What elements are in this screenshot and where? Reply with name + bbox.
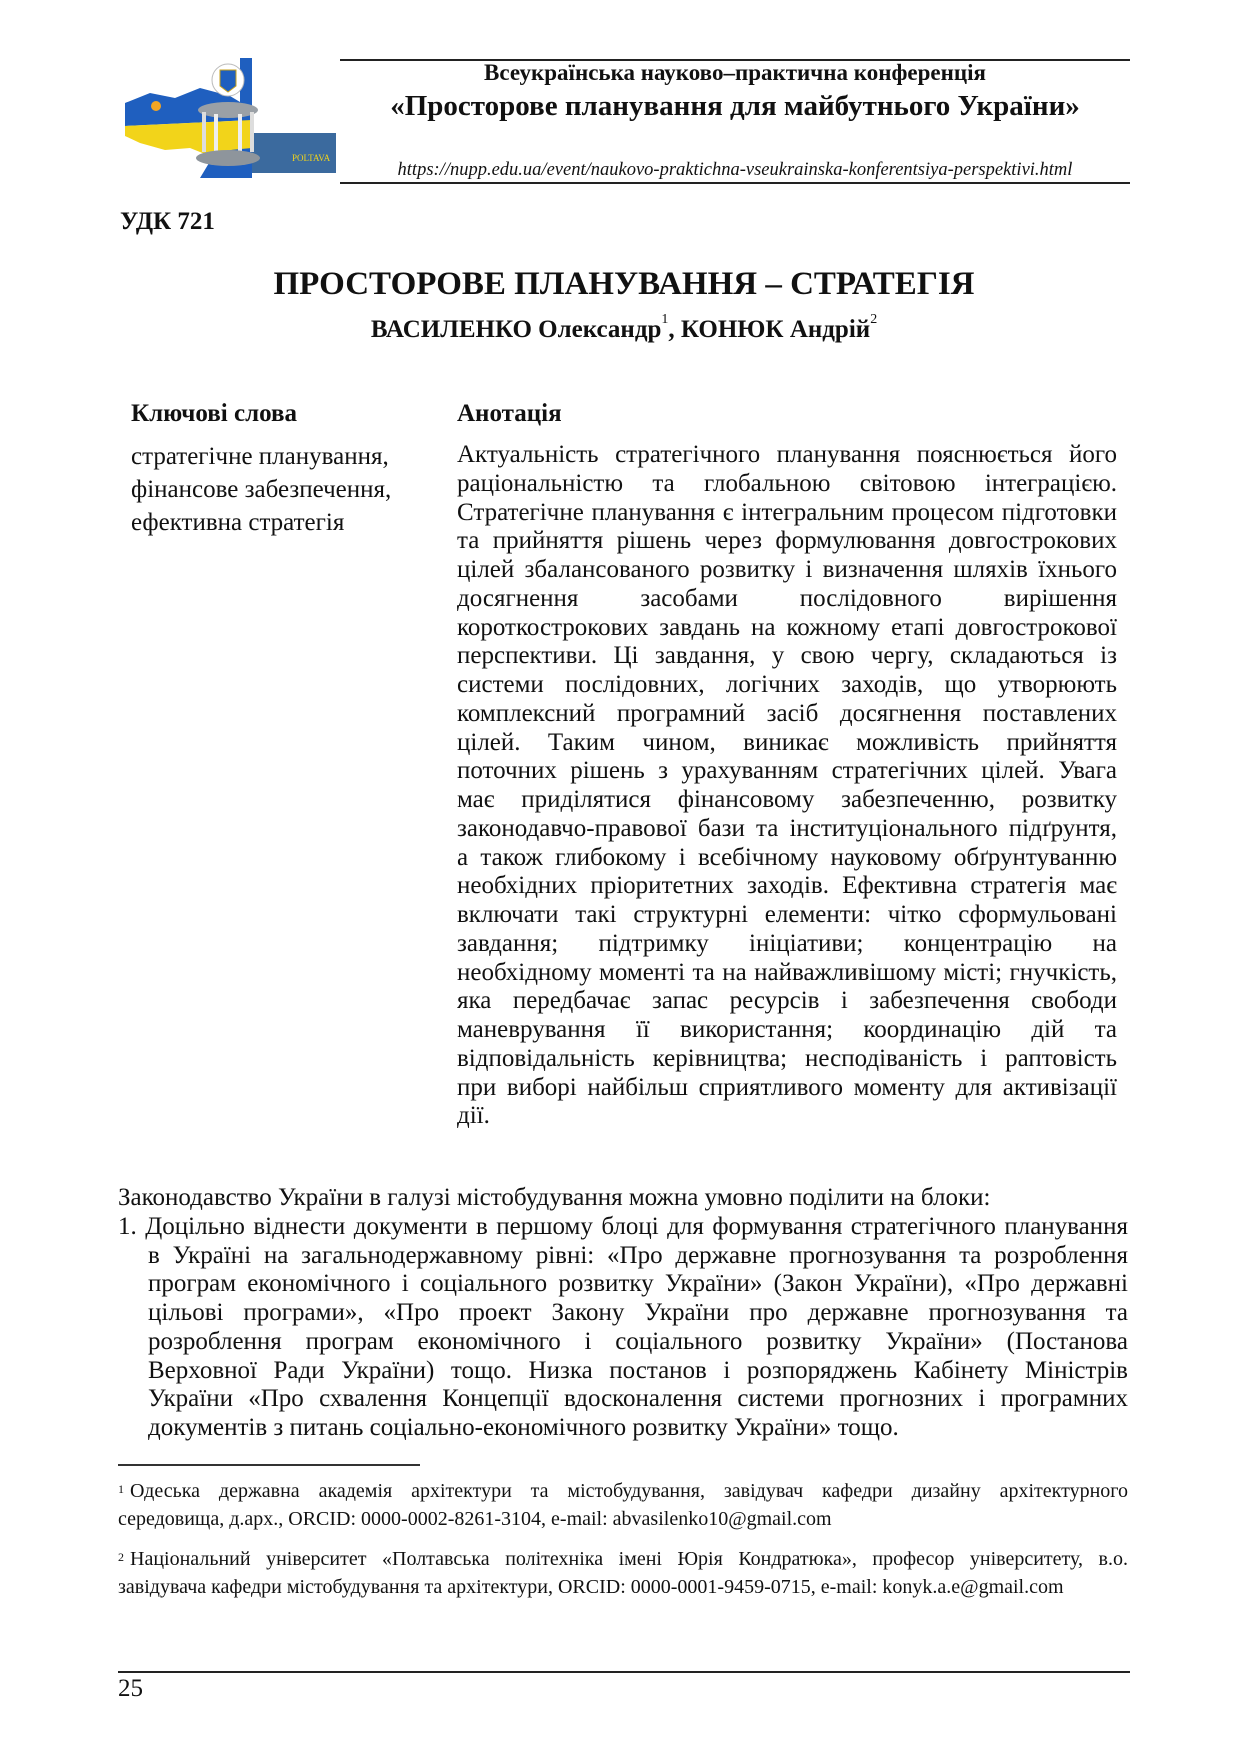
annotation-text — [457, 441, 1117, 1131]
text-line: відповідальність керівництва; несподіваність і раптовість — [457, 1044, 1117, 1072]
text-line: документів з питань соціально-економічного розвитку України» тощо. — [148, 1413, 899, 1441]
conference-title: «Просторове планування для майбутнього України» — [390, 90, 1080, 122]
keyword: стратегічне планування, — [131, 443, 389, 470]
authors — [0, 312, 1240, 344]
text-line: завдання; підтримку ініціативи; концентрацію на — [457, 929, 1117, 957]
text-line: перспективи. Ці завдання, у свою чергу, складаються із — [457, 642, 1117, 670]
conference-logo — [120, 58, 336, 178]
text-line: цільові програми», «Про проект Закону України про державне прогнозування та — [148, 1299, 1128, 1327]
keyword: ефективна стратегія — [131, 509, 345, 536]
text-line: дії. — [457, 1102, 490, 1130]
text-line: цілей збалансованого розвитку і визначення шляхів їхнього — [457, 556, 1117, 583]
text-line: досягнення засобами послідовного вирішення — [457, 584, 1117, 612]
text-line: програм економічного і соціального розвитку України» (Закон України), «Про державні — [148, 1270, 1128, 1298]
conference-url[interactable]: https://nupp.edu.ua/event/naukovo-praktichna-vseukrainska-konferentsiya-perspektivi.html — [397, 160, 1073, 180]
author-1: ВАСИЛЕНКО Олександр — [370, 316, 662, 343]
footnote-text: Одеська державна академія архітектури та містобудування, завідувач кафедри дизайну архітектурного — [130, 1480, 1128, 1502]
footnote-rule — [118, 1464, 420, 1466]
text-line: Верховної Ради України) тощо. Низка постанов і розпоряджень Кабінету Міністрів — [148, 1356, 1128, 1384]
text-line: України «Про схвалення Концепції вдосконалення системи прогнозних і програмних — [148, 1385, 1128, 1413]
footnote-mark: 2 — [118, 1550, 124, 1564]
text-line: при виборі найбільш сприятливого моменту для активізації — [457, 1073, 1117, 1101]
author-2: КОНЮК Андрій — [680, 316, 871, 343]
footer-rule — [118, 1671, 1130, 1673]
footnote-2 — [118, 1546, 1128, 1601]
footnote-mark: 1 — [118, 1482, 124, 1496]
author-separator: , — [668, 316, 681, 343]
text-line: та прийняття рішень через формулювання довгострокових — [457, 527, 1117, 555]
author-2-footnote-mark[interactable]: 2 — [870, 312, 878, 327]
text-line: маневрування її використання; координацію дій та — [457, 1016, 1117, 1043]
text-line: Актуальність стратегічного планування пояснюється його — [457, 441, 1117, 468]
text-line: включати такі структурні елементи: чітко сформульовані — [457, 901, 1117, 928]
text-line: середовища, д.арх., ORCID: 0000-0002-8261-3104, e-mail: abvasilenko10@gmail.com — [118, 1507, 832, 1530]
text-line: поточних рішень з урахуванням стратегічних цілей. Увага — [457, 757, 1117, 785]
keyword: фінансове забезпечення, — [131, 476, 392, 503]
keywords-heading: Ключові слова — [131, 400, 297, 427]
text-line: законодавчо-правової бази та інституціонального підґрунтя, — [457, 814, 1117, 842]
body-list-item-1 — [118, 1213, 1128, 1443]
annotation-heading: Анотація — [457, 400, 562, 427]
text-line: системи послідовних, логічних заходів, що утворюють — [457, 671, 1117, 698]
page-number: 25 — [118, 1675, 143, 1702]
text-line: необхідних пріоритетних заходів. Ефективна стратегія має — [457, 872, 1117, 900]
author-1-footnote-mark[interactable]: 1 — [661, 312, 669, 327]
text-line: 1. Доцільно віднести документи в першому блоці для формування стратегічного планування — [118, 1213, 1128, 1240]
text-line: розроблення програм економічного і соціального розвитку України» (Постанова — [148, 1327, 1128, 1355]
text-line: яка передбачає запас ресурсів і забезпечення свободи — [457, 987, 1117, 1015]
text-line: Стратегічне планування є інтегральним процесом підготовки — [457, 498, 1117, 526]
text-line: короткострокових завдань на кожному етапі довгострокової — [457, 613, 1117, 641]
text-line: комплексний програмний засіб досягнення поставлених — [457, 699, 1117, 727]
text-line — [118, 1478, 1128, 1506]
paper-title: ПРОСТОРОВЕ ПЛАНУВАННЯ – СТРАТЕГІЯ — [273, 266, 975, 302]
text-line: необхідному моменті та на найважливішому місті; гнучкість, — [457, 958, 1117, 986]
keywords-list — [131, 440, 391, 539]
header-bottom-rule — [340, 182, 1130, 184]
text-line: має приділятися фінансовому забезпеченню, розвитку — [457, 786, 1117, 813]
udk-code: УДК 721 — [120, 208, 215, 235]
footnote-text: Національний університет «Полтавська політехніка імені Юрія Кондратюка», професор університету, в.о. — [130, 1548, 1128, 1570]
text-line: завідувача кафедри містобудування та архітектури, ORCID: 0000-0001-9459-0715, e-mail: konyk.a.e@gmail.com — [118, 1575, 1064, 1598]
footnote-1 — [118, 1478, 1128, 1533]
text-line — [118, 1546, 1128, 1574]
text-line: а також глибокому і всебічному науковому обґрунтуванню — [457, 843, 1117, 871]
text-line: раціональністю та глобальною світовою інтеграцією. — [457, 469, 1117, 497]
text-line: цілей. Таким чином, виникає можливість прийняття — [457, 728, 1117, 756]
conference-name: Всеукраїнська науково–практична конференція — [484, 60, 986, 85]
svg-text:POLTAVA: POLTAVA — [292, 153, 331, 163]
body-intro: Законодавство України в галузі містобудування можна умовно поділити на блоки: — [118, 1184, 991, 1211]
text-line: в Україні на загальнодержавному рівні: «Про державне прогнозування та розроблення — [148, 1241, 1128, 1269]
